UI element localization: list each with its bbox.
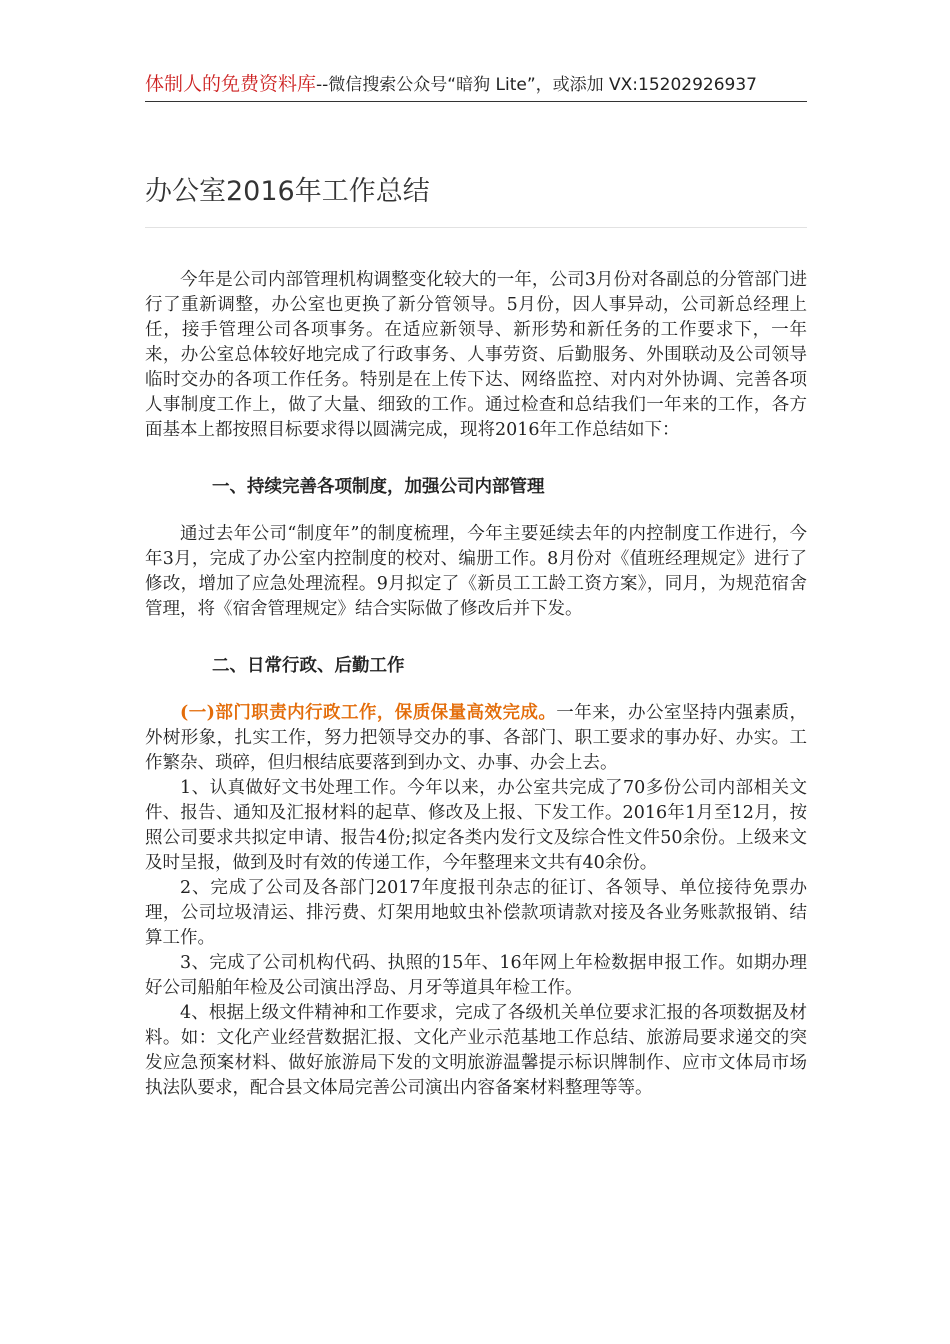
section2-heading: 二、日常行政、后勤工作 bbox=[212, 656, 405, 676]
section1-paragraph: 通过去年公司“制度年”的制度梳理，今年主要延续去年的内控制度工作进行，今年3月，完成了办公室内控制度的校对、编册工作。8月份对《值班经理规定》进行了修改，增加了应急处理流程。9月拟定了《新员工工龄工资方案》，同月，为规范宿舍管理，将《宿舍管理规定》结合实际做了修改后并下发。 bbox=[145, 524, 807, 619]
list-item: 3、完成了公司机构代码、执照的15年、16年网上年检数据申报工作。如期办理好公司船舶年检及公司演出浮岛、月牙等道具年检工作。 bbox=[145, 953, 807, 998]
section2-lead: (一)部门职责内行政工作，保质保量高效完成。 bbox=[180, 703, 557, 723]
section2-lead-rest: 一年来，办公室坚持内强素质，外树形象，扎实工作，努力把领导交办的事、各部门、职工要求的事办好、办实。工作繁杂、琐碎，但归根结底要落到到办文、办事、办会上去。 bbox=[145, 703, 807, 773]
title-divider bbox=[145, 227, 807, 228]
section1-heading: 一、持续完善各项制度，加强公司内部管理 bbox=[212, 477, 545, 497]
document-body bbox=[145, 268, 807, 1101]
header-contact: --微信搜索公众号“暗狗 Lite”，或添加 VX:15202926937 bbox=[316, 75, 758, 95]
section2-lead-paragraph bbox=[145, 701, 807, 776]
watermark-header bbox=[145, 70, 807, 102]
document-title: 办公室2016年工作总结 bbox=[145, 176, 430, 207]
header-brand: 体制人的免费资料库 bbox=[145, 73, 317, 95]
list-item: 4、根据上级文件精神和工作要求，完成了各级机关单位要求汇报的各项数据及材料。如：文化产业经营数据汇报、文化产业示范基地工作总结、旅游局要求递交的突发应急预案材料、做好旅游局下发的文明旅游温馨提示标识牌制作、应市文体局市场执法队要求，配合县文体局完善公司演出内容备案材料整理等等。 bbox=[145, 1003, 807, 1098]
list-item: 2、完成了公司及各部门2017年度报刊杂志的征订、各领导、单位接待免票办理，公司垃圾清运、排污费、灯架用地蚊虫补偿款项请款对接及各业务账款报销、结算工作。 bbox=[145, 878, 807, 948]
intro-paragraph: 今年是公司内部管理机构调整变化较大的一年，公司3月份对各副总的分管部门进行了重新调整，办公室也更换了新分管领导。5月份，因人事异动，公司新总经理上任，接手管理公司各项事务。在适应新领导、新形势和新任务的工作要求下，一年来，办公室总体较好地完成了行政事务、人事劳资、后勤服务、外围联动及公司领导临时交办的各项工作任务。特别是在上传下达、网络监控、对内对外协调、完善各项人事制度工作上，做了大量、细致的工作。通过检查和总结我们一年来的工作，各方面基本上都按照目标要求得以圆满完成，现将2016年工作总结如下： bbox=[145, 270, 807, 440]
list-item: 1、认真做好文书处理工作。今年以来，办公室共完成了70多份公司内部相关文件、报告、通知及汇报材料的起草、修改及上报、下发工作。2016年1月至12月，按照公司要求共拟定申请、报告4份;拟定各类内发行文及综合性文件50余份。上级来文及时呈报，做到及时有效的传递工作，今年整理来文共有40余份。 bbox=[145, 778, 807, 873]
